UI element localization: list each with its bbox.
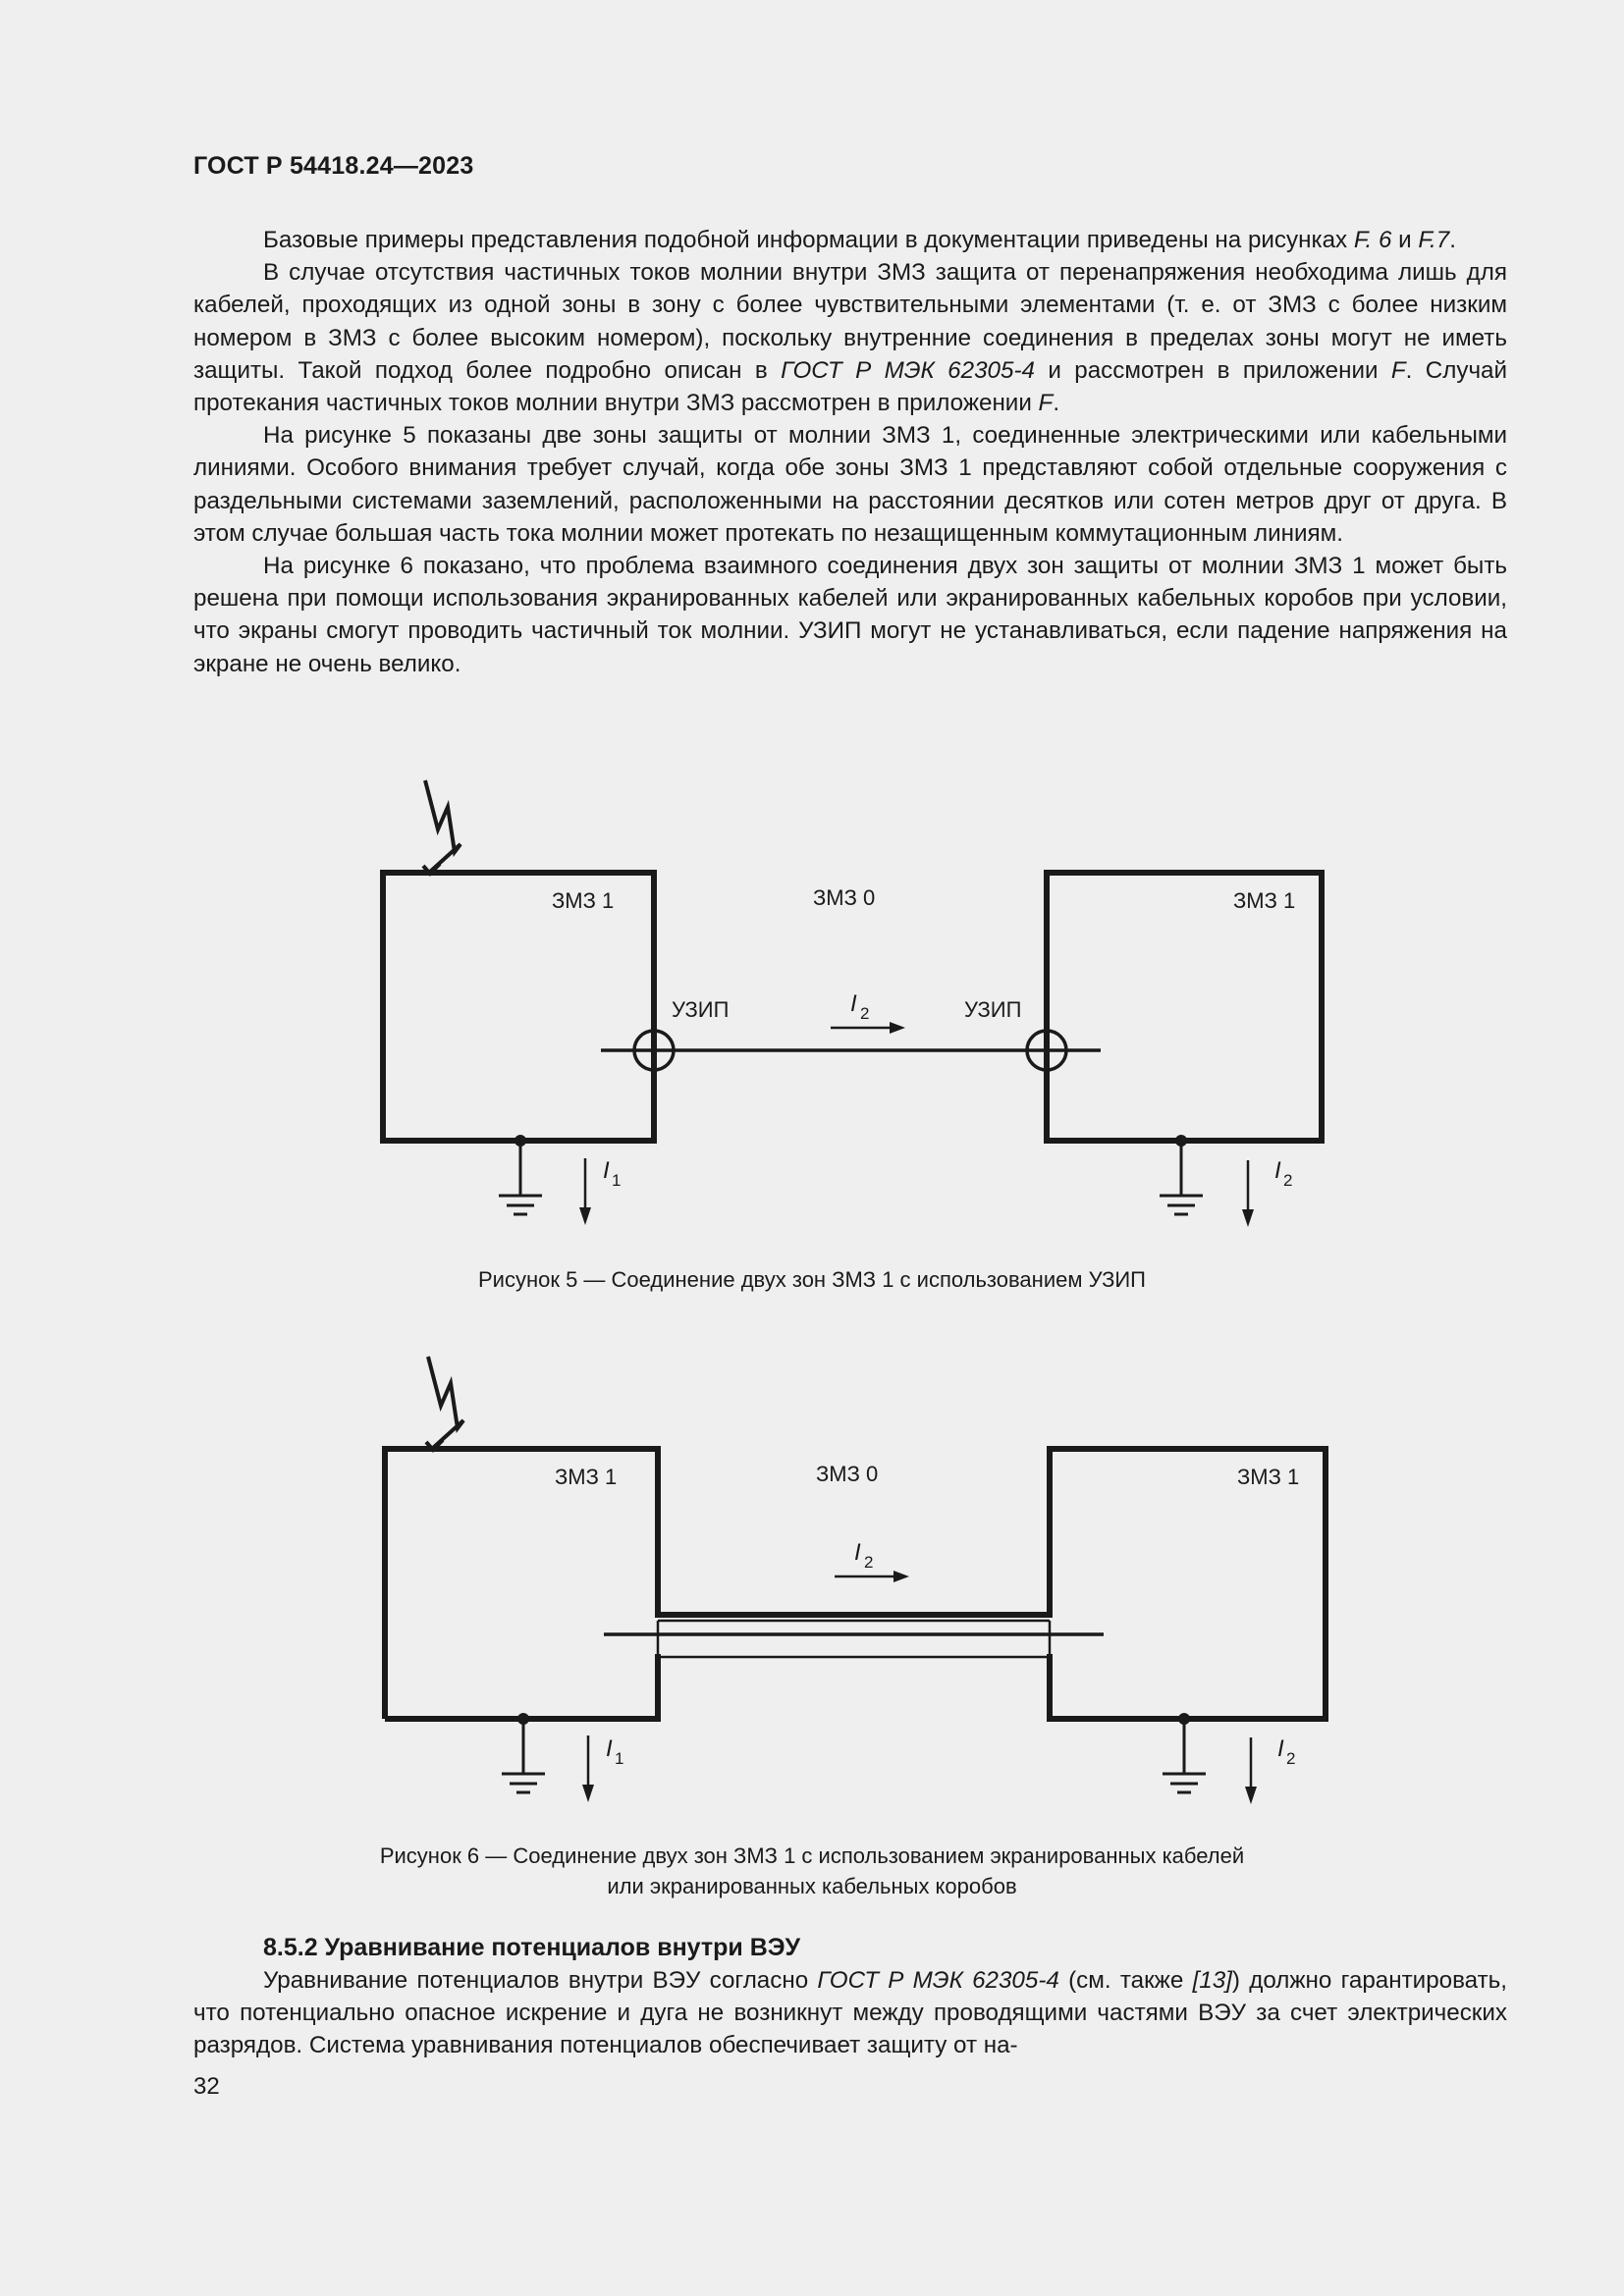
zone-middle-label: ЗМЗ 0 — [816, 1462, 879, 1486]
section-text-b: (см. также — [1058, 1967, 1193, 1994]
zone-left-label: ЗМЗ 1 — [555, 1465, 618, 1489]
current-label-mid: I — [850, 990, 857, 1017]
current-label-left-sub: 1 — [615, 1749, 624, 1768]
figure-5-caption: Рисунок 5 — Соединение двух зон ЗМЗ 1 с использованием УЗИП — [477, 1267, 1146, 1292]
lightning-icon — [425, 780, 460, 872]
zone-middle-label: ЗМЗ 0 — [813, 885, 876, 910]
paragraph-1-end: . — [1449, 227, 1456, 253]
current-label-right-sub: 2 — [1286, 1749, 1296, 1768]
current-label-right: I — [1277, 1735, 1284, 1762]
zone-left-label: ЗМЗ 1 — [552, 888, 615, 913]
zone-left-box — [385, 1449, 1326, 1719]
figure-6 — [385, 1357, 1326, 1804]
annex-ref: F — [1390, 356, 1406, 384]
figure-6-caption — [0, 1841, 1624, 1901]
paragraph-1-text: Базовые примеры представления подобной информации в документации приведены на рисунках — [263, 227, 1354, 253]
paragraph-2-text-b: и рассмотрен в приложении — [1034, 356, 1391, 384]
paragraph-1-and: и — [1391, 227, 1419, 253]
figure-6-caption-line-2: или экранированных кабельных коробов — [607, 1874, 1017, 1898]
section-text-a: Уравнивание потенциалов внутри ВЭУ согласно — [263, 1967, 818, 1994]
page-number: 32 — [193, 2073, 220, 2100]
paragraph-3: На рисунке 5 показаны две зоны защиты от молнии ЗМЗ 1, соединенные электрическими или кабельными линиями. Особого внимания требует случай, когда обе зоны ЗМЗ 1 представляют собой отдельные сооружения с раздельными системами заземлений, расположенными на расстоянии десятков или сотен метров друг от друга. В этом случае большая часть тока молнии может протекать по незащищенным коммутационным линиям. — [193, 422, 1507, 547]
spd-left-label: УЗИП — [672, 997, 730, 1022]
paragraph-2-end: . — [1053, 390, 1060, 417]
body-text — [193, 224, 1507, 680]
paragraph-2 — [193, 256, 1507, 419]
zone-right-label: ЗМЗ 1 — [1233, 888, 1296, 913]
zone-right-label: ЗМЗ 1 — [1237, 1465, 1300, 1489]
paragraph-1 — [193, 224, 1507, 256]
section-paragraph — [193, 1964, 1507, 2062]
standard-ref: ГОСТ Р МЭК 62305-4 — [817, 1967, 1059, 1994]
current-label-left-sub: 1 — [612, 1171, 622, 1190]
figure-ref-f7: F.7 — [1418, 227, 1450, 253]
section-body — [193, 1964, 1507, 2062]
current-label-mid-sub: 2 — [860, 1004, 870, 1023]
paragraph-2-text-c: . Случай протекания частичных токов молнии внутри ЗМЗ рассмотрен в приложении — [193, 356, 1508, 417]
figure-6-caption-line-1: Рисунок 6 — Соединение двух зон ЗМЗ 1 с использованием экранированных кабелей — [379, 1843, 1245, 1868]
standard-ref: ГОСТ Р МЭК 62305-4 — [781, 356, 1035, 384]
current-label-right: I — [1274, 1157, 1281, 1184]
paragraph-4: На рисунке 6 показано, что проблема взаимного соединения двух зон защиты от молнии ЗМЗ 1 может быть решена при помощи использования экранированных кабелей или экранированных кабельных коробов при условии, что экраны смогут проводить частичный ток молнии. УЗИП могут не устанавливаться, если падение напряжения на экране не очень велико. — [193, 553, 1507, 677]
section-heading: 8.5.2 Уравнивание потенциалов внутри ВЭУ — [263, 1934, 801, 1961]
current-label-mid-sub: 2 — [864, 1553, 874, 1572]
current-label-mid: I — [854, 1539, 861, 1566]
zone-left-box — [383, 873, 654, 1141]
annex-ref: F — [1038, 390, 1054, 417]
current-label-left: I — [606, 1735, 613, 1762]
lightning-arrowhead — [423, 864, 440, 874]
figure-5 — [383, 780, 1322, 1227]
lightning-arrowhead — [426, 1440, 443, 1450]
bibliography-ref: [13] — [1192, 1967, 1232, 1994]
lightning-icon — [428, 1357, 463, 1448]
spd-right-label: УЗИП — [964, 997, 1022, 1022]
document-header: ГОСТ Р 54418.24—2023 — [193, 152, 474, 180]
figure-ref-f6: F. 6 — [1353, 227, 1392, 253]
section-text-c: ) должно гарантировать, что потенциально опасное искрение и дуга не возникнут между проводящими частями ВЭУ за счет электрических разрядов. Система уравнивания потенциалов обеспечивает защиту от на- — [193, 1967, 1507, 2059]
current-label-left: I — [603, 1157, 610, 1184]
spd-right-symbol — [1027, 1031, 1066, 1070]
zone-right-box — [1047, 873, 1322, 1141]
current-label-right-sub: 2 — [1283, 1171, 1293, 1190]
spd-left-symbol — [634, 1031, 674, 1070]
paragraph-2-text-a: В случае отсутствия частичных токов молнии внутри ЗМЗ защита от перенапряжения необходима лишь для кабелей, проходящих из одной зоны в зону с более чувствительными элементами (т. е. от ЗМЗ с более низким номером в ЗМЗ с более высоким номером), поскольку внутренние соединения в пределах зоны могут не иметь защиты. Такой подход более подробно описан в — [193, 259, 1507, 384]
